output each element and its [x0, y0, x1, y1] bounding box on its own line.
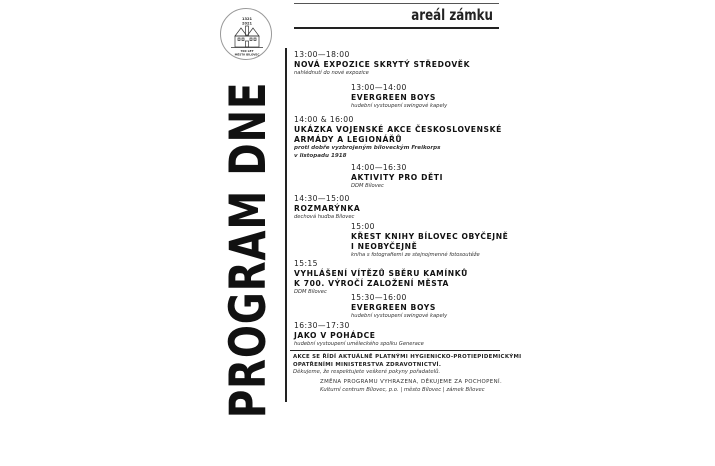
header-rule-top [294, 3, 499, 4]
event-item [294, 194, 360, 222]
program-change-notice [320, 378, 502, 394]
event-item [294, 259, 468, 297]
logo-caption-1: 700 LET [240, 49, 254, 53]
event-time: 15:00 [351, 222, 375, 231]
event-title-line-1: KŘEST KNIHY BÍLOVEC OBYČEJNĚ [351, 232, 509, 241]
notice-line-2: OPATŘENÍMI MINISTERSTVA ZDRAVOTNICTVÍ. [293, 361, 442, 368]
event-title: ROZMARÝNKA [294, 204, 361, 213]
change-line-1: ZMĚNA PROGRAMU VYHRAZENA, DĚKUJEME ZA POCHOPENÍ. [320, 379, 503, 385]
event-description-line-2: v listopadu 1918 [294, 152, 347, 159]
event-time: 14:30—15:00 [294, 194, 350, 203]
hygiene-notice [293, 354, 522, 377]
event-time: 13:00—14:00 [351, 83, 407, 92]
logo-years-bottom: 2021 [241, 21, 253, 26]
event-time: 14:00—16:30 [351, 163, 407, 172]
program-title-text: PROGRAM DNE [219, 81, 277, 419]
event-title-line-1: UKÁZKA VOJENSKÉ AKCE ČESKOSLOVENSKÉ [294, 125, 502, 134]
logo-caption-2: MĚSTA BÍLOVEC [234, 52, 260, 57]
event-description: kniha s fotografiemi ze stejnojmenné fotosoutěže [351, 252, 480, 258]
event-description: dechová hudba Bílovec [294, 214, 355, 220]
event-time: 15:15 [294, 259, 318, 268]
event-title: AKTIVITY PRO DĚTI [351, 173, 443, 182]
event-time: 15:30—16:00 [351, 293, 407, 302]
organizers-line: Kulturní centrum Bílovec, p.o. | město Bílovec | zámek Bílovec [320, 387, 485, 393]
event-description: nahlédnutí do nové expozice [294, 70, 369, 76]
event-item [351, 83, 447, 111]
event-item [351, 163, 443, 191]
event-item [351, 293, 447, 321]
event-description: hudební vystoupení swingové kapely [351, 313, 448, 319]
event-description: DDM Bílovec [294, 289, 327, 295]
event-description: DDM Bílovec [351, 183, 384, 189]
event-description: hudební vystoupení swingové kapely [351, 103, 448, 109]
venue-title: areál zámku [411, 6, 493, 24]
vertical-divider [285, 48, 287, 402]
event-title-line-2: K 700. VÝROČÍ ZALOŽENÍ MĚSTA [294, 279, 450, 288]
event-time: 16:30—17:30 [294, 321, 350, 330]
event-item [351, 222, 508, 260]
event-title-line-2: I NEOBYČEJNĚ [351, 242, 418, 251]
event-item [294, 50, 470, 78]
event-time: 13:00—18:00 [294, 50, 350, 59]
event-time: 14:00 & 16:00 [294, 115, 354, 124]
event-title-line-2: ARMÁDY A LEGIONÁŘŮ [294, 135, 403, 144]
event-item [294, 321, 424, 349]
program-title [219, 34, 277, 466]
notice-line-1: AKCE SE ŘÍDÍ AKTUÁLNĚ PLATNÝMI HYGIENICKO-PROTIEPIDEMICKÝMI [293, 354, 522, 360]
notice-line-3: Děkujeme, že respektujete veškeré pokyny pořadatelů. [293, 369, 441, 375]
logo-years-top: 1321 [241, 17, 253, 21]
event-description-line-1: proti dobře vyzbrojeným bíloveckým Freikorps [294, 145, 441, 151]
footer-rule [290, 350, 500, 351]
event-title: EVERGREEN BOYS [351, 303, 436, 312]
header-rule-bottom [294, 27, 499, 29]
event-title: NOVÁ EXPOZICE SKRYTÝ STŘEDOVĚK [294, 60, 471, 69]
event-title: JAKO V POHÁDCE [294, 331, 376, 340]
event-title: EVERGREEN BOYS [351, 93, 436, 102]
event-description: hudební vystoupení uměleckého spolku Generace [294, 341, 424, 347]
event-title-line-1: VYHLÁŠENÍ VÍTĚZŮ SBĚRU KAMÍNKŮ [294, 269, 468, 278]
event-item [294, 115, 502, 160]
